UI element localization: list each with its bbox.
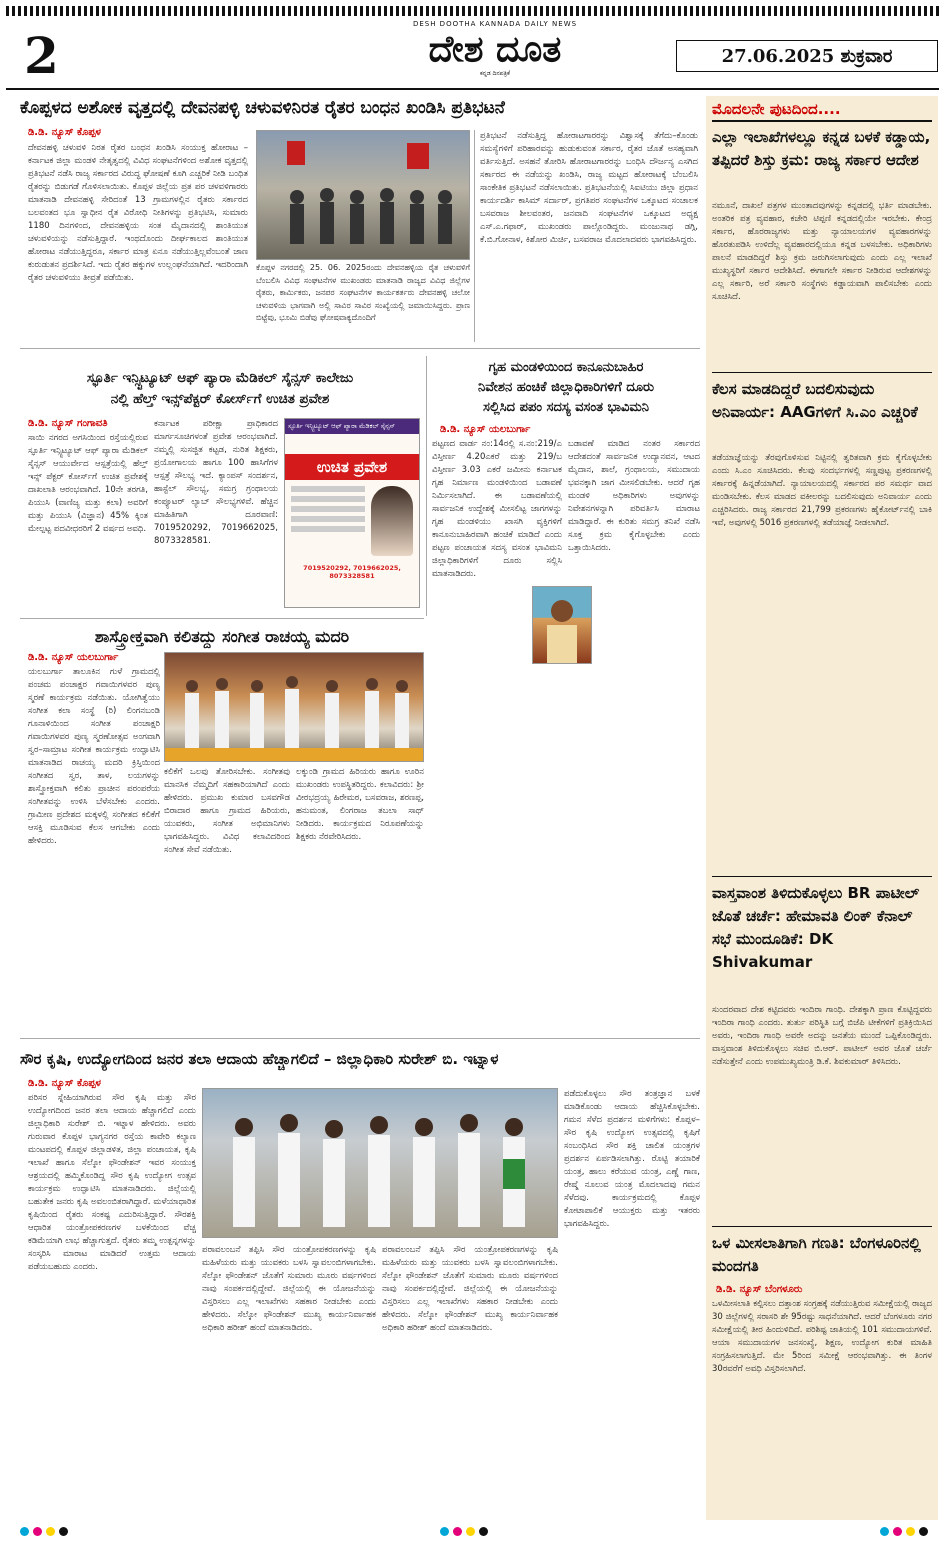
- story5-headline: ಸೌರ ಕೃಷಿ, ಉದ್ಯೋಗದಿಂದ ಜನರ ತಲಾ ಆದಾಯ ಹೆಚ್ಚಾಗಲಿದೆ – ಜಿಲ್ಲಾಧಿಕಾರಿ ಸುರೇಶ್ ಬಿ. ಇಟ್ನಾಳ: [20, 1050, 499, 1068]
- story2-col2: ಕರ್ನಾಟಕ ಪರೀಕ್ಷಾ ಪ್ರಾಧಿಕಾರದ ಮಾರ್ಗಸೂಚಿಗಳಂತೆ ಪ್ರವೇಶ ಆರಂಭವಾಗಿದೆ. ನಮ್ಮಲ್ಲಿ ಸುಸಜ್ಜಿತ ಕಟ್ಟಡ, ನುರಿತ ಶಿಕ್ಷಕರು, ಪ್ರಯೋಗಾಲಯ ಹಾಗೂ 100 ಹಾಸಿಗೆಗಳ ಆಸ್ಪತ್ರೆ ಸೌಲಭ್ಯ ಇದೆ. ಕ್ಯಾಂಪಸ್ ಸಂದರ್ಶನ, ಹಾಸ್ಟೆಲ್ ಸೌಲಭ್ಯ, ಸಮಗ್ರ ಗ್ರಂಥಾಲಯ ಕಂಪ್ಯೂಟರ್ ಲ್ಯಾಬ್ ಸೌಲಭ್ಯಗಳಿವೆ. ಹೆಚ್ಚಿನ ಮಾಹಿತಿಗಾಗಿ ದೂರವಾಣಿ: 7019520292, 7019662025, 8073328581.: [154, 419, 278, 546]
- story2-col1: ಸಾಯಿ ನಗರದ ಅಗಸಿಯಿಂದ ರಸ್ತೆಯಲ್ಲಿರುವ ಸ್ಫೂರ್ತಿ ಇನ್ಸ್ಟಿಟ್ಯೂಟ್ ಆಫ್ ಪ್ಯಾರಾ ಮೆಡಿಕಲ್ ಸೈನ್ಸಸ್ ಆಯುರ್ವೇದ ಆಸ್ಪತ್ರೆಯಲ್ಲಿ ಹೆಲ್ತ್ ಇನ್ಸ್ ಪೆಕ್ಟರ್ ಕೋರ್ಸ್‌ಗೆ ಉಚಿತ ಪ್ರವೇಶಕ್ಕೆ ದಾಖಲಾತಿ ಆರಂಭವಾಗಿದೆ. 10ನೇ ತರಗತಿ, ಪಿಯುಸಿ (ವಾಣಿಜ್ಯ ಮತ್ತು ಕಲಾ) ಅವರಿಗೆ ಮತ್ತು ಪಿಯುಸಿ (ವಿಜ್ಞಾನ) 45% ಕ್ಕಿಂತ ಮೇಲ್ಪಟ್ಟ ಪದವೀಧರರಿಗೆ 2 ವರ್ಷದ ಅವಧಿ.: [28, 433, 148, 534]
- story3-4-bottom-rule: [20, 1038, 700, 1039]
- story1-protest-photo: [256, 130, 470, 260]
- color-dots-center: [440, 1527, 488, 1536]
- page-number: 2: [24, 26, 59, 85]
- story2-headline-line2: ನಲ್ಲಿ ಹೆಲ್ತ್ ಇನ್ಸ್‌ಪೆಕ್ಟರ್ ಕೋರ್ಸ್‌ಗೆ ಉಚಿತ ಪ್ರವೇಶ: [110, 391, 330, 407]
- story3-col1: ಯಲಬುರ್ಗಾ ತಾಲೂಕಿನ ಗುಳೆ ಗ್ರಾಮದಲ್ಲಿ ಪಂಚಮ ಪಂಚಾಕ್ಷರ ಗವಾಯಿಗಳವರ ಪುಣ್ಯ ಸ್ಮರಣೆ ಕಾರ್ಯಕ್ರಮ ನಡೆಯಿತು. ಯೋಗಿತ್ವೆಯು ಸಂಗೀತ ಕಲಾ ಸಂಸ್ಥೆ (ರಿ) ಲಿಂಗನಬಂಡಿ ಗೂನಾಳಿಯಿಂದ ಸಂಗೀತ ಪಂಚಾಕ್ಷರಿ ಗವಾಯಿಗಳವರ ಪುಣ್ಯ ಸ್ಮರಣೋತ್ಸವ ಅಂಗವಾಗಿ ಸ್ವರ–ಸಾಮ್ರಾಟ ಸಂಗೀತ ಕಾರ್ಯಕ್ರಮ ಉದ್ಘಾಟಿಸಿ ಮಾತನಾಡಿದ ರಾಚಯ್ಯ ಮದರಿ ಕ್ರಿಸ್ತಿಯಿಂದ ಸಂಗೀತದ ಸ್ವರ, ತಾಳ, ಲಯಗಳನ್ನು ಶಾಸ್ತ್ರೋಕ್ತವಾಗಿ ಕಲಿತು ಪ್ರಾಚೀನ ಪರಂಪರೆಯ ಸಂಗೀತವನ್ನು ಉಳಿಸಿ ಬೆಳೆಸಬೇಕು ಎಂದರು. ಗ್ರಾಮೀಣ ಪ್ರದೇಶದ ಮಕ್ಕಳಲ್ಲಿ ಸಂಗೀತದ ಕಲಿಕೆಗೆ ಆಸಕ್ತಿ ಮೂಡಿಸುವ ಕೆಲಸ ಆಗಬೇಕು ಎಂದು ಹೇಳಿದರು.: [28, 667, 160, 846]
- right-rule-3: [712, 1226, 932, 1227]
- story5-col1: ಪರಿಸರ ಸ್ನೇಹಿಯಾಗಿರುವ ಸೌರ ಕೃಷಿ ಮತ್ತು ಸೌರ ಉದ್ಯೋಗದಿಂದ ಜನರ ತಲಾ ಆದಾಯ ಹೆಚ್ಚಾಗಲಿದೆ ಎಂದು ಜಿಲ್ಲಾಧಿಕಾರಿ ಸುರೇಶ್ ಬಿ. ಇಟ್ನಾಳ ಹೇಳಿದರು. ಅವರು ಗುರುವಾರ ಕೊಪ್ಪಳ ಭಾಗ್ಯನಗರ ರಸ್ತೆಯ ಕಾವೇರಿ ಕಲ್ಯಾಣ ಮಂಟಪದಲ್ಲಿ ಕೊಪ್ಪಳ ಜಿಲ್ಲಾಡಳಿತ, ಜಿಲ್ಲಾ ಪಂಚಾಯತ, ಕೃಷಿ ಇಲಾಖೆ ಹಾಗೂ ಸೆಲ್ಕೋ ಫೌಂಡೇಶನ್ ಇವರ ಸಂಯುಕ್ತ ಆಶ್ರಯದಲ್ಲಿ ಹಮ್ಮಿಕೊಂಡಿದ್ದ ಸೌರ ಕೃಷಿ ಉದ್ಯೋಗ ಉತ್ಸವ ಕಾರ್ಯಕ್ರಮ ಉದ್ಘಾಟಿಸಿ ಮಾತನಾಡಿದರು. ಜಿಲ್ಲೆಯಲ್ಲಿ ಬಹುತೇಕ ಜನರು ಕೃಷಿ ಅವಲಂಬಿತರಾಗಿದ್ದಾರೆ. ಮಳೆಯಾಧಾರಿತ ಕೃಷಿಯಿಂದ ರೈತರು ಸಂಕಷ್ಟ ಎದುರಿಸುತ್ತಿದ್ದಾರೆ. ಸೌರಶಕ್ತಿ ಆಧಾರಿತ ಯಂತ್ರೋಪಕರಣಗಳ ಬಳಕೆಯಿಂದ ವೆಚ್ಚ ಕಡಿಮೆಯಾಗಿ ಲಾಭ ಹೆಚ್ಚಾಗುತ್ತದೆ. ರೈತರು ತಮ್ಮ ಉತ್ಪನ್ನಗಳನ್ನು ಸಂಸ್ಕರಿಸಿ ಮಾರಾಟ ಮಾಡಿದರೆ ಉತ್ತಮ ಆದಾಯ ಪಡೆಯಬಹುದು ಎಂದರು.: [28, 1093, 196, 1272]
- story5-col3: ಪಡೆದುಕೊಳ್ಳಲು ಸೌರ ತಂತ್ರಜ್ಞಾನ ಬಳಕೆ ಮಾಡಿಕೊಂಡು ಆದಾಯ ಹೆಚ್ಚಿಸಿಕೊಳ್ಳಬೇಕು. ಗಮನ ಸೆಳೆದ ಪ್ರದರ್ಶನ ಮಳಿಗೆಗಳು: ಕೊಪ್ಪಳ–ಸೌರ ಕೃಷಿ ಉದ್ಯೋಗ ಉತ್ಸವದಲ್ಲಿ ಕೃಷಿಗೆ ಸಂಬಂಧಿಸಿದ ಸೌರ ಶಕ್ತಿ ಚಾಲಿತ ಯಂತ್ರಗಳ ಪ್ರದರ್ಶನ ಏರ್ಪಡಿಸಲಾಗಿತ್ತು. ರೊಟ್ಟಿ ತಯಾರಿಕೆ ಯಂತ್ರ, ಹಾಲು ಕರೆಯುವ ಯಂತ್ರ, ಎಣ್ಣೆ ಗಾಣ, ರೇಷ್ಮೆ ನೂಲುವ ಯಂತ್ರ ಮೊದಲಾದವು ಗಮನ ಸೆಳೆದವು. ಕಾರ್ಯಕ್ರಮದಲ್ಲಿ ಕೊಪ್ಪಳ ಕೋಟಾಪಾಲಿಕೆ ಆಯುಕ್ತರು ಮತ್ತು ಇತರರು ಭಾಗವಹಿಸಿದ್ದರು.: [564, 1089, 700, 1229]
- story5-event-photo: [202, 1088, 558, 1238]
- right-item2-body: ತಡೆಯಾಜ್ಞೆಯನ್ನು ತೆರವುಗೊಳಿಸುವ ನಿಟ್ಟಿನಲ್ಲಿ ತ್ವರಿತವಾಗಿ ಕ್ರಮ ಕೈಗೊಳ್ಳಬೇಕು ಎಂದು ಸಿ.ಎಂ ಸೂಚಿಸಿದರು. ಕೆಲವು ಸಂದರ್ಭಗಳಲ್ಲಿ ಸಣ್ಣಪುಟ್ಟ ಪ್ರಕರಣಗಳಲ್ಲಿ ಸರ್ಕಾರಕ್ಕೆ ಹಿನ್ನಡೆಯಾಗಿದೆ. ನ್ಯಾಯಾಲಯದಲ್ಲಿ ಸರ್ಕಾರದ ಪರ ಸಮರ್ಥ ವಾದ ಮಂಡಿಸಬೇಕು. ಕೆಲಸ ಮಾಡದ ವಕೀಲರನ್ನು ಬದಲಿಸುವುದು ಅನಿವಾರ್ಯ ಎಂದು ಎಚ್ಚರಿಸಿದರು. ರಾಜ್ಯ ಸರ್ಕಾರದ 21,799 ಪ್ರಕರಣಗಳು ಹೈಕೋರ್ಟ್‌ನಲ್ಲಿ ಬಾಕಿ ಇವೆ, ಅವುಗಳಲ್ಲಿ 5016 ಪ್ರಕರಣಗಳಲ್ಲಿ ತಡೆಯಾಜ್ಞೆ ನೀಡಲಾಗಿದೆ.: [712, 453, 932, 528]
- story5-col2: ಪರಾವಲಂಬನೆ ತಪ್ಪಿಸಿ ಸೌರ ಯಂತ್ರೋಪಕರಣಗಳನ್ನು ಕೃಷಿ ಮಹಿಳೆಯರು ಮತ್ತು ಯುವಕರು ಬಳಸಿ ಸ್ವಾವಲಂಬಿಗಳಾಗಬೇಕು. ಸೆಲ್ಕೋ ಫೌಂಡೇಶನ್ ಜೊತೆಗೆ ಸುಮಾರು ಮೂರು ವರ್ಷಗಳಿಂದ ನಾವು ಸಂಪರ್ಕದಲ್ಲಿದ್ದೇವೆ. ಜಿಲ್ಲೆಯಲ್ಲಿ ಈ ಯೋಜನೆಯನ್ನು ವಿಸ್ತರಿಸಲು ಎಲ್ಲ ಇಲಾಖೆಗಳು ಸಹಕಾರ ನೀಡಬೇಕು ಎಂದು ಹೇಳಿದರು. ಸೆಲ್ಕೋ ಫೌಂಡೇಶನ್ ಮುಖ್ಯ ಕಾರ್ಯನಿರ್ವಾಹಕ ಅಧಿಕಾರಿ ಹರೀಶ್ ಹಂದೆ ಮಾತನಾಡಿದರು.: [202, 1245, 376, 1333]
- masthead: [380, 20, 610, 78]
- date-box: 27.06.2025 ಶುಕ್ರವಾರ: [676, 40, 938, 72]
- story2-headline-line1: ಸ್ಫೂರ್ತಿ ಇನ್ಸ್ಟಿಟ್ಯೂಟ್ ಆಫ್ ಪ್ಯಾರಾ ಮೆಡಿಕಲ್ ಸೈನ್ಸಸ್ ಕಾಲೇಜು: [86, 370, 354, 386]
- masthead-title: ದೇಶ ದೂತ: [428, 28, 562, 70]
- story3-headline: ಶಾಸ್ತ್ರೋಕ್ತವಾಗಿ ಕಲಿತದ್ದು ಸಂಗೀತ ರಾಚಯ್ಯ ಮದರಿ: [94, 627, 350, 646]
- ad-title: ಉಚಿತ ಪ್ರವೇಶ: [285, 454, 419, 480]
- ad-model-photo: [371, 486, 413, 556]
- story4-headline-line2: ನಿವೇಶನ ಹಂಚಿಕೆ ಜಿಲ್ಲಾಧಿಕಾರಿಗಳಿಗೆ ದೂರು: [477, 380, 654, 395]
- story4-col2: ಬಡಾವಣೆ ಮಾಡಿದ ನಂತರ ಸರ್ಕಾರದ ಆದೇಶದಂತೆ ಸಾರ್ವಜನಿಕ ಉದ್ಯಾನವನ, ಆಟದ ಮೈದಾನ, ಶಾಲೆ, ಗ್ರಂಥಾಲಯ, ಸಮುದಾಯ ಭವನಕ್ಕಾಗಿ ಜಾಗ ಮೀಸಲಿಡಬೇಕು. ಆದರೆ ಗೃಹ ಮಂಡಳಿ ಅಧಿಕಾರಿಗಳು ಅವುಗಳನ್ನು ನಿವೇಶನಗಳನ್ನಾಗಿ ಪರಿವರ್ತಿಸಿ ಮಾರಾಟ ಮಾಡಿದ್ದಾರೆ. ಈ ಕುರಿತು ಸಮಗ್ರ ತನಿಖೆ ನಡೆಸಿ ಸೂಕ್ತ ಕ್ರಮ ಕೈಗೊಳ್ಳಬೇಕು ಎಂದು ಒತ್ತಾಯಿಸಿದರು.: [568, 439, 700, 553]
- story4-byline: ಡಿ.ಡಿ. ನ್ಯೂಸ್ ಯಲಬುರ್ಗಾ: [440, 424, 531, 435]
- story1-col3: ಪ್ರತಿಭಟನೆ ನಡೆಸುತ್ತಿದ್ದ ಹೋರಾಟಗಾರರನ್ನು ವಿಶ್ವಾಸಕ್ಕೆ ತೆಗೆದು–ಕೊಂಡು ಸಮಸ್ಯೆಗಳಿಗೆ ಪರಿಹಾರವನ್ನು ಹುಡುಕುವಂತ ಸರ್ಕಾರ, ರೈತರ ಜೊತೆ ಅಸಹ್ಯವಾಗಿ ವರ್ತಿಸುತ್ತಿದೆ. ಅಸಹನೆ ತೋರಿಸಿ ಹೋರಾಟಗಾರರನ್ನು ಬಂಧಿಸಿ ದೌರ್ಜನ್ಯ ಎಸಗಿದ ಸರ್ಕಾರದ ಈ ನಡೆಯನ್ನು ಖಂಡಿಸಿ, ರಾಜ್ಯ ಮಟ್ಟದ ಹೋರಾಟಕ್ಕೆ ಬೆಂಬಲಿಸಿ ಸಾಂಕೇತಿಕ ಪ್ರತಿಭಟನೆ ನಡೆಸಲಾಯಿತು. ಪ್ರತಿಭಟನೆಯಲ್ಲಿ ಸಿಐಟಿಯು ಜಿಲ್ಲಾ ಪ್ರಧಾನ ಕಾರ್ಯದರ್ಶಿ ಕಾಸಿಮ್ ಸರ್ದಾರ್, ಪ್ರಗತಿಪರ ಸಂಘಟನೆಗಳ ಒಕ್ಕೂಟದ ಸಂಚಾಲಕ ಬಸವರಾಜ ಶೀಲವಂತರ, ಜನವಾದಿ ಸಂಘಟನೆಗಳ ಒಕ್ಕೂಟದ ಅಧ್ಯಕ್ಷ ಎಸ್.ಎ.ಗಫಾರ್, ಮುಖಂಡರು ಪಾಲ್ಗೊಂಡಿದ್ದರು. ಮಂಜುನಾಥ ಡಗ್ಗಿ, ಕೆ.ಬಿ.ಗೋನಾಳ, ಕಿಶೋರ ಮಿರ್ಚಿ, ಬಸವರಾಜ ಮೊದಲಾದವರು ಭಾಗವಹಿಸಿದ್ದರು.: [480, 131, 698, 245]
- story1-col1: ದೇವನಹಳ್ಳಿ ಚಳುವಳಿ ನಿರತ ರೈತರ ಬಂಧನ ಖಂಡಿಸಿ ಸಂಯುಕ್ತ ಹೋರಾಟ – ಕರ್ನಾಟಕ ಜಿಲ್ಲಾ ಮಂಡಳಿ ನೇತೃತ್ವದಲ್ಲಿ ವಿವಿಧ ಸಂಘಟನೆಗಳಿಂದ ಅಶೋಕ ವೃತ್ತದಲ್ಲಿ ಪ್ರತಿಭಟನೆ ನಡೆಸಿ ರಾಜ್ಯ ಸರ್ಕಾರದ ವಿರುದ್ಧ ಘೋಷಣೆ ಕೂಗಿ ಎಚ್ಚರಿಕೆ ನೀಡಿ ಬಂಧಿತ ರೈತರನ್ನು ಬಿಡುಗಡೆ ಗೊಳಿಸಲಾಯಿತು. ಕೊಪ್ಪಳ ಜಿಲ್ಲೆಯ ಪ್ರತ ಪರ ಚಳವಳಿಗಾರರು ಮಾತನಾಡಿ ದೇವನಹಳ್ಳಿ ಸೇರಿದಂತೆ 13 ಗ್ರಾಮಗಳಲ್ಲಿನ ರೈತರು ಸರ್ಕಾರದ ಬಲವಂತದ ಭೂ ಸ್ವಾಧೀನ ರೈತ ವಿರೋಧಿ ನೀತಿಗಳನ್ನು ಪ್ರತಿಭಟಿಸಿ, ಸುಮಾರು 1180 ದಿನಗಳಿಂದ, ದೇವನಹಳ್ಳಿಯ ಸಂತ ಮೈದಾನದಲ್ಲಿ ಶಾಂತಿಯುತ ಚಳುವಳಿಯನ್ನು ನಡೆಸುತ್ತಿದ್ದಾರೆ. ಇಂಥದೊಂದು ದೀರ್ಘಕಾಲದ ಶಾಂತಿಯುತ ಹೋರಾಟ ನಡೆಯುತ್ತಿದ್ದರೂ, ಸರ್ಕಾರ ಮಾತ್ರ ಏನೂ ನಡೆಯುತ್ತಿಲ್ಲವೆಂಬಂತೆ ಜಾಣ ಕುರುಡುತನ ಪ್ರದರ್ಶಿಸಿದೆ. ಇದು ರೈತರ ಹಕ್ಕುಗಳ ಉಲ್ಲಂಘನೆಯಾಗಿದೆ. ಇದರಿಂದಾಗಿ ರೈತರ ಚಳುವಳಿಯು ತೀವ್ರತೆ ಪಡೆಯಿತು.: [28, 143, 248, 283]
- right-item2-headline: ಕೆಲಸ ಮಾಡದಿದ್ದರೆ ಬದಲಿಸುವುದು ಅನಿವಾರ್ಯ: AAGಗಳಿಗೆ ಸಿ.ಎಂ ಎಚ್ಚರಿಕೆ: [712, 380, 918, 421]
- protest-photo-illustration: [257, 131, 469, 259]
- story2-admission-ad: [284, 418, 420, 608]
- story4-col1: ಪಟ್ಟಣದ ವಾರ್ಡ ನಂ:14ರಲ್ಲಿ ಸ.ನಂ:219/ಎ ವಿಸ್ತೀರ್ಣ 4.20ಎಕರೆ ಮತ್ತು 219/ಬ ವಿಸ್ತೀರ್ಣ 3.03 ಎಕರೆ ಜಮೀನು ಕರ್ನಾಟಕ ಗೃಹ ನಿರ್ಮಾಣ ಮಂಡಳಿಯಿಂದ ಬಡಾವಣೆ ನಿರ್ಮಿಸಲಾಗಿದೆ. ಈ ಬಡಾವಣೆಯಲ್ಲಿ ಸಾರ್ವಜನಿಕ ಉದ್ದೇಶಕ್ಕೆ ಮೀಸಲಿಟ್ಟ ಜಾಗಗಳನ್ನು ಗೃಹ ಮಂಡಳಿಯು ಖಾಸಗಿ ವ್ಯಕ್ತಿಗಳಿಗೆ ಕಾನೂನುಬಾಹಿರವಾಗಿ ಹಂಚಿಕೆ ಮಾಡಿದೆ ಎಂದು ಪಟ್ಟಣ ಪಂಚಾಯತ ಸದಸ್ಯ ವಸಂತ ಭಾವಿಮನಿ ಜಿಲ್ಲಾಧಿಕಾರಿಗಳಿಗೆ ದೂರು ಸಲ್ಲಿಸಿ ಮಾತನಾಡಿದರು.: [432, 439, 562, 579]
- ad-header: ಸ್ಫೂರ್ತಿ ಇನ್ಸ್ಟಿಟ್ಯೂಟ್ ಆಫ್ ಪ್ಯಾರಾ ಮೆಡಿಕಲ್ ಸೈನ್ಸಸ್: [285, 419, 419, 434]
- story3-col2: ಕಲಿಕೆಗೆ ಒಲವು ತೋರಿಸಬೇಕು. ಸಂಗೀತವು ಮಾನಸಿಕ ನೆಮ್ಮದಿಗೆ ಸಹಕಾರಿಯಾಗಿದೆ ಎಂದು ಹೇಳಿದರು. ಪ್ರಮುಖ ಕುಮಾರ ಬಸವಗೌಡ ಬಿರಾದಾರ ಹಾಗೂ ಗ್ರಾಮದ ಹಿರಿಯರು, ಯುವಕರು, ಸಂಗೀತ ಅಭಿಮಾನಿಗಳು ಭಾಗವಹಿಸಿದ್ದರು. ವಿವಿಧ ಕಲಾವಿದರಿಂದ ಸಂಗೀತ ಸೇವೆ ನಡೆಯಿತು.: [164, 767, 290, 855]
- story1-caption: ಕೊಪ್ಪಳ ನಗರದಲ್ಲಿ 25. 06. 2025ರಂದು ದೇವನಹಳ್ಳಿಯ ರೈತ ಚಳುವಳಿಗೆ ಬೆಂಬಲಿಸಿ ವಿವಿಧ ಸಂಘಟನೆಗಳ ಮುಖಂಡರು ಮಾತನಾಡಿ ರಾಜ್ಯದ ವಿವಿಧ ಜಿಲ್ಲೆಗಳ ರೈತರು, ಕಾರ್ಮಿಕರು, ಜನಪರ ಸಂಘಟನೆಗಳ ಕಾರ್ಯಕರ್ತರು ದೇವನಹಳ್ಳಿ ಚಲೋ ಚಳುವಳಿಯ ಭಾಗವಾಗಿ ಅಲ್ಲಿ ಸಾವಿರ ಸಾವಿರ ಸಂಖ್ಯೆಯಲ್ಲಿ ಜಮಾಯಿಸಿದ್ದರು. ಪ್ರಾಣ ಬಿಟ್ಟೆವು, ಭೂಮಿ ಬಿಡೆವು ಘೋಷವಾಕ್ಯದೊಂದಿಗೆ: [256, 263, 470, 322]
- color-dots-left: [20, 1527, 68, 1536]
- right-item1-body: ನಮೂನೆ, ದಾಖಲೆ ಪತ್ರಗಳ ಮುಂತಾದವುಗಳನ್ನು ಕನ್ನಡದಲ್ಲಿ ಭರ್ತಿ ಮಾಡಬೇಕು. ಅಂತರಿಕ ಪತ್ರ ವ್ಯವಹಾರ, ಕಚೇರಿ ಟಿಪ್ಪಣಿ ಕನ್ನಡದಲ್ಲಿಯೇ ಇರಬೇಕು. ಕೇಂದ್ರ ಸರ್ಕಾರ, ಹೊರರಾಜ್ಯಗಳು ಮತ್ತು ನ್ಯಾಯಾಲಯಗಳ ವ್ಯವಹಾರಗಳನ್ನು ಹೊರತುಪಡಿಸಿ ಉಳಿದೆಲ್ಲ ವ್ಯವಹಾರದಲ್ಲಿಯೂ ಕನ್ನಡ ಬಳಸಬೇಕು. ಅಧಿಕಾರಿಗಳು ಪಾಲನೆ ಮಾಡದಿದ್ದರೆ ಶಿಸ್ತು ಕ್ರಮ ಜರುಗಿಸಲಾಗುವುದು ಎಂದು ಎಲ್ಲ ಇಲಾಖೆ ಮುಖ್ಯಸ್ಥರಿಗೆ ಸರ್ಕಾರ ಆದೇಶಿಸಿದೆ. ಈಗಾಗಲೇ ಸರ್ಕಾರ ನೀಡಿರುವ ಆದೇಶಗಳನ್ನು ಎಲ್ಲ ಸರ್ಕಾರಿ, ಅರೆ ಸರ್ಕಾರಿ ಸಂಸ್ಥೆಗಳು ಕಡ್ಡಾಯವಾಗಿ ಪಾಲಿಸಬೇಕು ಎಂದು ಸೂಚಿಸಿದೆ.: [712, 201, 932, 302]
- story4-headline-line3: ಸಲ್ಲಿಸಿದ ಪಪಂ ಸದಸ್ಯ ವಸಂತ ಭಾವಿಮನಿ: [483, 400, 649, 415]
- right-item4-headline: ಒಳ ಮೀಸಲಾತಿಗಾಗಿ ಗಣತಿ: ಬೆಂಗಳೂರಿನಲ್ಲಿ ಮಂದಗತಿ: [712, 1234, 921, 1275]
- right-item1-headline: ಎಲ್ಲಾ ಇಲಾಖೆಗಳಲ್ಲೂ ಕನ್ನಡ ಬಳಕೆ ಕಡ್ಡಾಯ, ತಪ್ಪಿದರೆ ಶಿಸ್ತು ಕ್ರಮ: ರಾಜ್ಯ ಸರ್ಕಾರ ಆದೇಶ: [712, 128, 931, 169]
- story5-byline: ಡಿ.ಡಿ. ನ್ಯೂಸ್ ಕೊಪ್ಪಳ: [28, 1078, 101, 1089]
- right-rule-1: [712, 372, 932, 373]
- story3-col3: ಲಕ್ಕುಂಡಿ ಗ್ರಾಮದ ಹಿರಿಯರು ಹಾಗೂ ಊರಿನ ಮುಖಂಡರು ಉಪಸ್ಥಿತರಿದ್ದರು. ಕಲಾವಿದರು: ಶ್ರೀ ವೀರಭದ್ರಯ್ಯ ಹಿರೇಮಠ, ಬಸವರಾಜ, ಶರಣಪ್ಪ, ಹನುಮಂತ, ಲಿಂಗರಾಜ ತಬಲಾ ಸಾಥ್ ನೀಡಿದರು. ಕಾರ್ಯಕ್ರಮದ ನಿರೂಪಣೆಯನ್ನು ಶಿಕ್ಷಕರು ನೆರವೇರಿಸಿದರು.: [296, 767, 424, 842]
- right-item3-headline: ವಾಸ್ತವಾಂಶ ತಿಳಿದುಕೊಳ್ಳಲು BR ಪಾಟೀಲ್ ಜೊತೆ ಚರ್ಚೆ: ಹೇಮಾವತಿ ಲಿಂಕ್ ಕೆನಾಲ್ ಸಭೆ ಮುಂದೂಡಿಕೆ: DK Shivakumar: [712, 884, 920, 971]
- right-item4-body: ಒಳಮೀಸಲಾತಿ ಕಲ್ಪಿಸಲು ದತ್ತಾಂಶ ಸಂಗ್ರಹಕ್ಕೆ ನಡೆಯುತ್ತಿರುವ ಸಮೀಕ್ಷೆಯಲ್ಲಿ ರಾಜ್ಯದ 30 ಜಿಲ್ಲೆಗಳಲ್ಲಿ ಸರಾಸರಿ ಶೇ 95ರಷ್ಟು ಸಾಧನೆಯಾಗಿದೆ. ಆದರೆ ಬೆಂಗಳೂರು ನಗರ ಸಮೀಕ್ಷೆಯಲ್ಲಿ ತೀರ ಹಿಂದುಳಿದಿದೆ. ಪರಿಶಿಷ್ಟ ಜಾತಿಯಲ್ಲಿ 101 ಸಮುದಾಯಗಳಿವೆ. ಆಯಾ ಸಮುದಾಯಗಳ ಜನಸಂಖ್ಯೆ, ಶಿಕ್ಷಣ, ಉದ್ಯೋಗ ಕುರಿತ ಮಾಹಿತಿ ಸಂಗ್ರಹಿಸಲಾಗುತ್ತಿದೆ. ಮೇ 5ರಿಂದ ಸಮೀಕ್ಷೆ ಆರಂಭವಾಗಿತ್ತು. ಈ ತಿಂಗಳ 30ರವರೆಗೆ ಅವಧಿ ವಿಸ್ತರಿಸಲಾಗಿದೆ.: [712, 1299, 932, 1374]
- story1-col-divider: [474, 130, 475, 342]
- ad-phone: 7019520292, 7019662025, 8073328581: [303, 564, 401, 580]
- story5-col3-continued: ಪರಾವಲಂಬನೆ ತಪ್ಪಿಸಿ ಸೌರ ಯಂತ್ರೋಪಕರಣಗಳನ್ನು ಕೃಷಿ ಮಹಿಳೆಯರು ಮತ್ತು ಯುವಕರು ಬಳಸಿ ಸ್ವಾವಲಂಬಿಗಳಾಗಬೇಕು. ಸೆಲ್ಕೋ ಫೌಂಡೇಶನ್ ಜೊತೆಗೆ ಸುಮಾರು ಮೂರು ವರ್ಷಗಳಿಂದ ನಾವು ಸಂಪರ್ಕದಲ್ಲಿದ್ದೇವೆ. ಜಿಲ್ಲೆಯಲ್ಲಿ ಈ ಯೋಜನೆಯನ್ನು ವಿಸ್ತರಿಸಲು ಎಲ್ಲ ಇಲಾಖೆಗಳು ಸಹಕಾರ ನೀಡಬೇಕು ಎಂದು ಹೇಳಿದರು. ಸೆಲ್ಕೋ ಫೌಂಡೇಶನ್ ಮುಖ್ಯ ಕಾರ್ಯನಿರ್ವಾಹಕ ಅಧಿಕಾರಿ ಹರೀಶ್ ಹಂದೆ ಮಾತನಾಡಿದರು.: [382, 1245, 558, 1333]
- event-photo-illustration: [165, 653, 423, 761]
- story3-event-photo: [164, 652, 424, 762]
- story3-byline: ಡಿ.ಡಿ. ನ್ಯೂಸ್ ಯಲಬುರ್ಗಾ: [28, 652, 119, 663]
- story2-byline: ಡಿ.ಡಿ. ನ್ಯೂಸ್ ಗಂಗಾವತಿ: [28, 418, 108, 429]
- story1-headline: ಕೊಪ್ಪಳದ ಅಶೋಕ ವೃತ್ತದಲ್ಲಿ ದೇವನಪಳ್ಳಿ ಚಳುವಳಿನಿರತ ರೈತರ ಬಂಧನ ಖಂಡಿಸಿ ಪ್ರತಿಭಟನೆ: [20, 98, 505, 118]
- story2-bottom-rule: [20, 618, 424, 619]
- right-rule-2: [712, 876, 932, 877]
- story4-headline-line1: ಗೃಹ ಮಂಡಳಿಯಿಂದ ಕಾನೂನುಬಾಹಿರ: [488, 360, 644, 375]
- right-section-title: ಮೊದಲನೇ ಪುಟದಿಂದ....: [712, 100, 932, 122]
- masthead-rule: [6, 88, 939, 90]
- right-item4-byline: ಡಿ.ಡಿ. ನ್ಯೂಸ್ ಬೆಂಗಳೂರು: [716, 1284, 803, 1295]
- masthead-english-name: DESH DOOTHA KANNADA DAILY NEWS: [412, 20, 578, 28]
- masthead-tagline: ಕನ್ನಡ ದಿನಪತ್ರಿಕೆ: [479, 70, 510, 77]
- story1-bottom-rule: [20, 348, 700, 349]
- top-registration-bar: [6, 6, 939, 16]
- right-item3-body: ಸುಂದರವಾದ ದೇಶ ಕಟ್ಟಿದವರು ಇಂದಿರಾ ಗಾಂಧಿ. ದೇಶಕ್ಕಾಗಿ ಪ್ರಾಣ ಕೊಟ್ಟಿದ್ದವರು ಇಂದಿರಾ ಗಾಂಧಿ ಎಂದರು. ತುರ್ತು ಪರಿಸ್ಥಿತಿ ಬಗ್ಗೆ ಬಿಜೆಪಿ ಟೀಕೆಗಳಿಗೆ ಪ್ರತಿಕ್ರಿಯಿಸಿದ ಅವರು, ಇಂದಿರಾ ಗಾಂಧಿ ಅವರೇ ಅದನ್ನು ಜನತೆಯ ಮುಂದೆ ಒಪ್ಪಿಕೊಂಡಿದ್ದರು. ವಾಸ್ತವಾಂಶ ತಿಳಿದುಕೊಳ್ಳಲು ಸಚಿವ ಬಿ.ಆರ್. ಪಾಟೀಲ್ ಅವರ ಜೊತೆ ಚರ್ಚೆ ನಡೆಸುತ್ತೇನೆ ಎಂದು ಉಪಮುಖ್ಯಮಂತ್ರಿ ಡಿ.ಕೆ. ಶಿವಕುಮಾರ್ ತಿಳಿಸಿದರು.: [712, 1005, 932, 1067]
- story1-byline: ಡಿ.ಡಿ. ನ್ಯೂಸ್ ಕೊಪ್ಪಳ: [28, 127, 101, 138]
- color-dots-right: [880, 1527, 928, 1536]
- story2-story4-divider: [426, 356, 427, 616]
- solar-event-illustration: [203, 1089, 557, 1237]
- ad-course-list: [291, 486, 365, 556]
